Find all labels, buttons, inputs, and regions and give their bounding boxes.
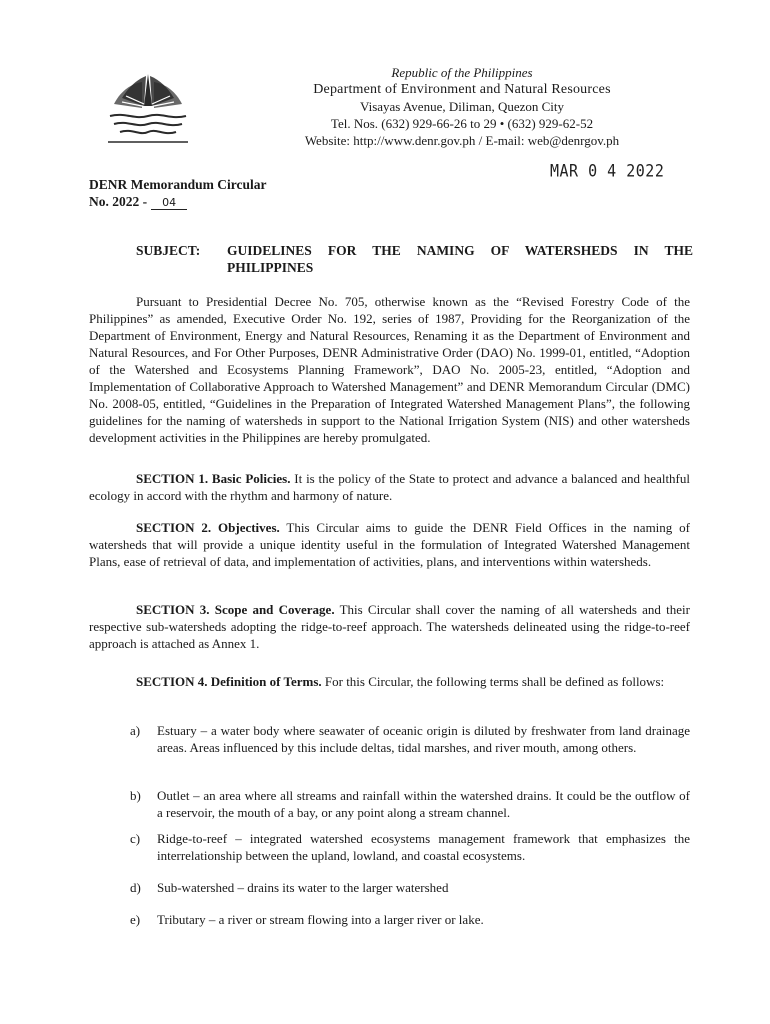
- definition-item: [130, 911, 690, 928]
- letterhead: [240, 64, 684, 149]
- section-4: [89, 673, 690, 690]
- denr-seal-icon: [106, 66, 190, 150]
- date-stamp: MAR 0 4 2022: [550, 160, 665, 182]
- memo-id: [89, 176, 266, 210]
- definition-letter: b): [130, 788, 141, 803]
- section-2: [89, 519, 690, 570]
- subject-label: SUBJECT:: [136, 243, 201, 258]
- definition-letter: a): [130, 723, 141, 738]
- republic-line: Republic of the Philippines: [391, 65, 533, 80]
- memo-number-prefix: No. 2022 -: [89, 194, 148, 209]
- memo-number: 04: [151, 196, 187, 210]
- website-line: Website: http://www.denr.gov.ph / E-mail: web@denrgov.ph: [304, 133, 620, 148]
- section-heading: SECTION 3. Scope and Coverage.: [136, 602, 335, 617]
- definition-item: [130, 722, 690, 756]
- address-line: Visayas Avenue, Diliman, Quezon City: [359, 99, 565, 114]
- definition-text: Tributary – a river or stream flowing into a larger river or lake.: [157, 912, 484, 927]
- definition-letter: e): [130, 912, 141, 927]
- section-text: For this Circular, the following terms shall be defined as follows:: [321, 674, 665, 689]
- section-1: [89, 470, 690, 504]
- subject-text: GUIDELINES FOR THE NAMING OF WATERSHEDS IN THE PHILIPPINES: [227, 243, 693, 275]
- definition-item: [130, 879, 690, 896]
- section-heading: SECTION 2. Objectives.: [136, 520, 280, 535]
- telephone-line: Tel. Nos. (632) 929-66-26 to 29 • (632) 929-62-52: [330, 116, 594, 131]
- section-heading: SECTION 1. Basic Policies.: [136, 471, 291, 486]
- definition-letter: c): [130, 831, 141, 846]
- definition-letter: d): [130, 880, 141, 895]
- section-text: It is the policy of the State to protect and advance a balanced and healthful ecology in accord with the rhythm and harmony of nature.: [89, 471, 690, 503]
- section-heading: SECTION 4. Definition of Terms.: [136, 674, 322, 689]
- memo-number-line: [89, 193, 266, 210]
- department-name: Department of Environment and Natural Resources: [313, 82, 611, 97]
- definition-item: [130, 787, 690, 821]
- definition-text: Ridge-to-reef – integrated watershed ecosystems management framework that emphasizes the interrelationship between the upland, lowland, and coastal ecosystems.: [157, 831, 690, 863]
- definition-text: Estuary – a water body where seawater of oceanic origin is diluted by freshwater from land drainage areas. Areas influenced by this include deltas, tidal marshes, and river mouth, among others.: [157, 723, 690, 755]
- definition-text: Sub-watershed – drains its water to the larger watershed: [157, 880, 449, 895]
- definition-item: [130, 830, 690, 864]
- preamble-paragraph: Pursuant to Presidential Decree No. 705, otherwise known as the “Revised Forestry Code of the Philippines” as amended, Executive Order No. 192, series of 1987, Providing for the Reorganization of the Department of Environment, Energy and Natural Resources, Renaming it as the Department of Environment and Natural Resources, and For Other Purposes, DENR Administrative Order (DAO) No. 1999-01, entitled, “Adoption of the Watershed and Ecosystems Planning Framework”, DAO No. 2005-23, entitled, “Adoption and Implementation of Collaborative Approach to Watershed Management” and DENR Memorandum Circular (DMC) No. 2008-05, entitled, “Guidelines in the Preparation of Integrated Watershed Management Plans”, the following guidelines for the naming of watersheds in support to the National Irrigation System (NIS) and other watersheds development activities in the Philippines are hereby promulgated.: [89, 294, 690, 445]
- memo-title: DENR Memorandum Circular: [89, 177, 267, 192]
- section-text: This Circular aims to guide the DENR Field Offices in the naming of watersheds that will provide a unique identity useful in the formulation of Integrated Watershed Management Plans, ease of retrieval of data, and implementation of activities, plans, and interventions within watersheds.: [89, 520, 691, 569]
- section-3: [89, 601, 690, 652]
- definition-text: Outlet – an area where all streams and rainfall within the watershed drains. It could be the outflow of a reservoir, the mouth of a bay, or any point along a stream channel.: [157, 788, 690, 820]
- section-text: This Circular shall cover the naming of all watersheds and their respective sub-watersheds adopting the ridge-to-reef approach. The watersheds delineated using the ridge-to-reef approach is attached as Annex 1.: [89, 602, 690, 651]
